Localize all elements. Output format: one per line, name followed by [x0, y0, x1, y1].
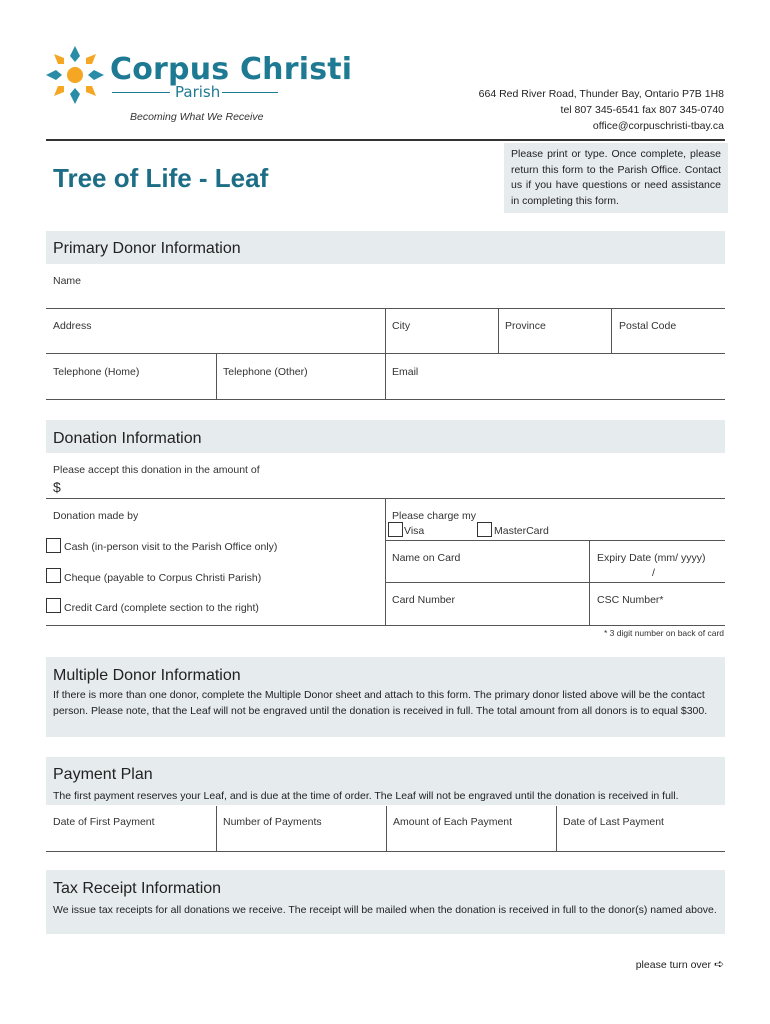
number-of-payments-field[interactable]: [217, 806, 385, 850]
tagline: Becoming What We Receive: [130, 111, 264, 123]
last-payment-date-label: Date of Last Payment: [563, 816, 664, 828]
currency-symbol: $: [53, 479, 61, 495]
amount-each-payment-field[interactable]: [387, 806, 555, 850]
logo-divider-right: [222, 92, 278, 93]
province-field[interactable]: [499, 309, 610, 353]
page-title: Tree of Life - Leaf: [53, 163, 269, 193]
mastercard-checkbox[interactable]: [477, 522, 492, 537]
first-payment-date-label: Date of First Payment: [53, 816, 155, 828]
name-on-card-field[interactable]: [386, 541, 588, 582]
number-of-payments-label: Number of Payments: [223, 816, 322, 828]
telephone-home-field[interactable]: [46, 354, 215, 399]
donation-made-by-label: Donation made by: [53, 510, 139, 522]
postal-code-field[interactable]: [612, 309, 725, 353]
divider: [46, 399, 725, 400]
cash-option-label: Cash (in-person visit to the Parish Office only): [64, 541, 278, 553]
multiple-donor-heading: Multiple Donor Information: [53, 667, 241, 684]
card-number-field[interactable]: [386, 583, 588, 625]
cheque-checkbox[interactable]: [46, 568, 61, 583]
city-field-label: City: [392, 320, 411, 332]
divider: [46, 625, 725, 626]
visa-checkbox[interactable]: [388, 522, 403, 537]
province-field-label: Province: [505, 320, 546, 332]
divider: [46, 851, 725, 852]
credit-card-option-label: Credit Card (complete section to the right): [64, 602, 259, 614]
parish-logo-icon: [44, 44, 106, 106]
csc-number-field[interactable]: [590, 583, 725, 625]
turn-over-text: please turn over: [635, 959, 712, 971]
header-divider: [46, 139, 725, 141]
cheque-option-label: Cheque (payable to Corpus Christi Parish): [64, 572, 262, 584]
payment-plan-heading: Payment Plan: [53, 766, 153, 783]
address-field[interactable]: [46, 309, 384, 353]
instructions-box: Please print or type. Once complete, please return this form to the Parish Office. Contact us if you have questions or need assistance in completing this form.: [504, 143, 728, 213]
donation-heading: Donation Information: [46, 420, 725, 453]
city-field[interactable]: [386, 309, 497, 353]
address-field-label: Address: [53, 320, 92, 332]
name-field[interactable]: [46, 270, 725, 308]
tax-receipt-heading: Tax Receipt Information: [53, 880, 222, 897]
address-line: 664 Red River Road, Thunder Bay, Ontario P7B 1H8: [478, 88, 724, 100]
postal-code-field-label: Postal Code: [619, 320, 677, 332]
name-field-label: Name: [53, 275, 82, 287]
card-number-label: Card Number: [392, 594, 456, 606]
right-arrow-icon: ➪: [713, 957, 724, 971]
expiry-date-label: Expiry Date (mm/ yyyy): [597, 552, 706, 564]
parish-address: [479, 86, 724, 134]
turn-over-note: [636, 957, 724, 971]
mastercard-label: MasterCard: [494, 525, 549, 537]
name-on-card-label: Name on Card: [392, 552, 461, 564]
first-payment-date-field[interactable]: [46, 806, 215, 850]
phone-line: tel 807 345-6541 fax 807 345-0740: [560, 104, 724, 116]
expiry-separator: /: [652, 567, 655, 579]
primary-donor-heading: Primary Donor Information: [46, 231, 725, 264]
telephone-other-label: Telephone (Other): [223, 366, 308, 378]
amount-label: Please accept this donation in the amount of: [53, 464, 260, 476]
credit-card-checkbox[interactable]: [46, 598, 61, 613]
org-name: Corpus Christi: [110, 52, 353, 87]
charge-label: Please charge my: [392, 510, 477, 522]
amount-each-payment-label: Amount of Each Payment: [393, 816, 513, 828]
email-field-label: Email: [392, 366, 419, 378]
last-payment-date-field[interactable]: [557, 806, 725, 850]
multiple-donor-text: If there is more than one donor, complete the Multiple Donor sheet and attach to this form. The primary donor listed above will be the contact person. Please note, that the Leaf will not be engraved until the donation is received in full. The total amount from all donors is to equal $300.: [53, 689, 708, 717]
telephone-other-field[interactable]: [217, 354, 384, 399]
org-sub: Parish: [175, 83, 221, 101]
csc-footnote: * 3 digit number on back of card: [603, 628, 724, 638]
telephone-home-label: Telephone (Home): [53, 366, 140, 378]
csc-number-label: CSC Number*: [597, 594, 664, 606]
payment-plan-text: The first payment reserves your Leaf, and is due at the time of order. The Leaf will not be engraved until the donation is received in full.: [53, 790, 679, 802]
logo-divider-left: [112, 92, 170, 93]
cash-checkbox[interactable]: [46, 538, 61, 553]
email-line: office@corpuschristi-tbay.ca: [592, 120, 724, 132]
expiry-date-field[interactable]: [590, 541, 725, 582]
visa-label: Visa: [404, 525, 425, 537]
amount-field[interactable]: [64, 478, 724, 498]
email-field[interactable]: [386, 354, 725, 399]
tax-receipt-text: We issue tax receipts for all donations we receive. The receipt will be mailed when the donation is received in full to the donor(s) named above.: [53, 904, 717, 916]
